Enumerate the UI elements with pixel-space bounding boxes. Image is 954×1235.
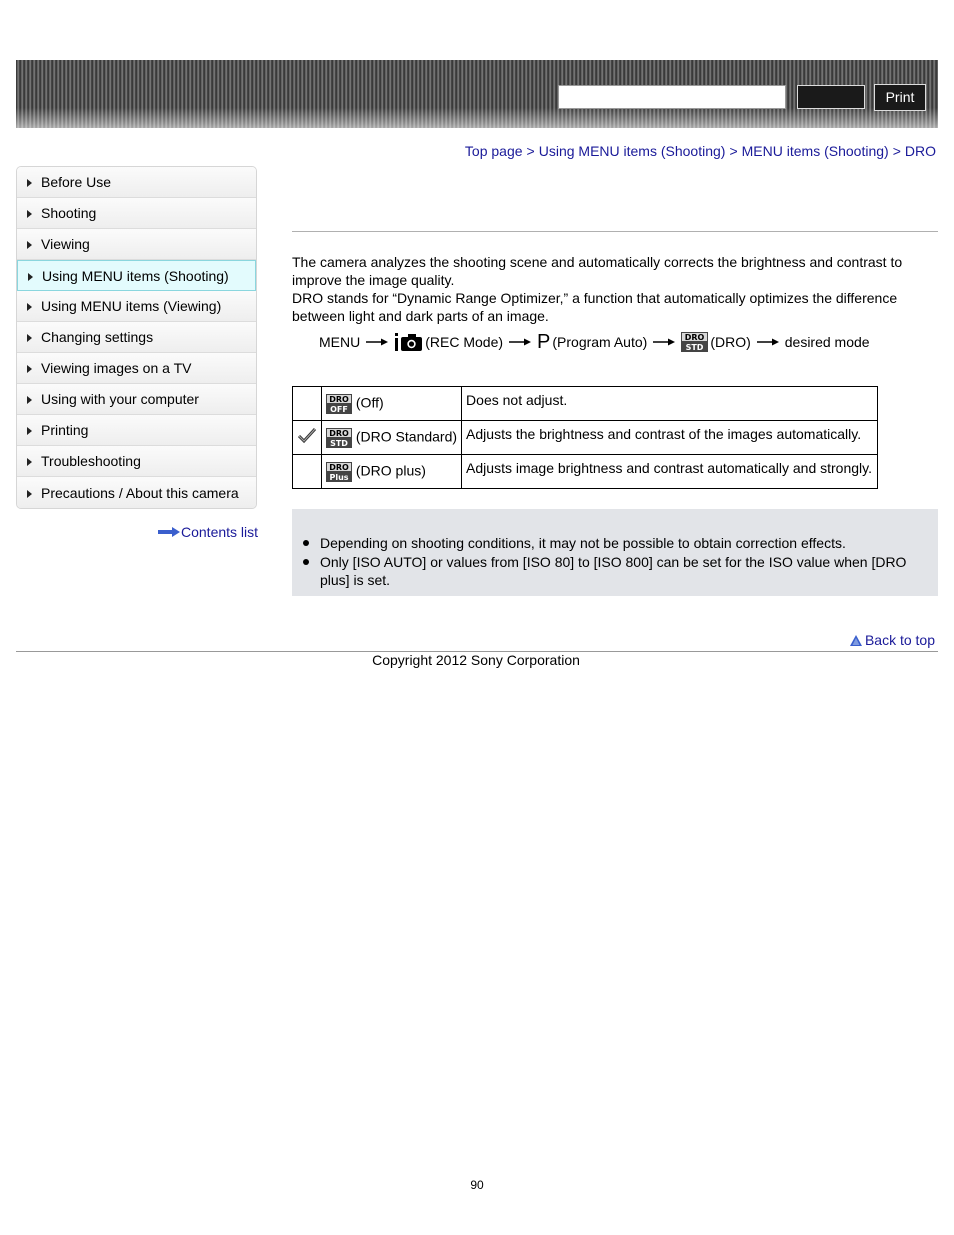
contents-list-link[interactable] [158,524,258,540]
triangle-right-icon [27,303,32,311]
program-auto-icon: P [537,331,551,353]
sidebar-item-before-use[interactable] [17,167,256,198]
triangle-right-icon [27,458,32,466]
breadcrumb-separator: > [526,143,535,159]
sidebar-item-troubleshooting[interactable] [17,446,256,477]
notes-box [292,509,938,596]
copyright [0,652,954,668]
copyright-text: Copyright 2012 Sony Corporation [372,652,580,668]
notes-list [302,534,922,590]
breadcrumb [465,143,936,159]
dro-off-icon [326,394,352,414]
title-divider [292,231,938,232]
long-right-arrow-icon [653,337,675,347]
breadcrumb-separator: > [729,143,738,159]
svg-text:Plus: Plus [329,472,349,482]
svg-text:STD: STD [685,343,704,352]
intro-text [292,253,932,325]
sidebar-item-precautions[interactable] [17,477,256,508]
page-number: 90 [470,1178,484,1192]
svg-text:DRO: DRO [329,462,349,472]
long-right-arrow-icon [366,337,388,347]
selected-cell [293,387,322,421]
sidebar-item-label: Using MENU items (Shooting) [42,267,229,284]
dro-standard-icon [326,428,352,448]
menu-path-rec-mode: (REC Mode) [425,334,504,350]
sidebar-item-using-menu-viewing[interactable] [17,291,256,322]
breadcrumb-using-menu-shooting[interactable]: Using MENU items (Shooting) [538,143,726,159]
dro-standard-icon [681,332,708,352]
search-input[interactable] [558,85,786,109]
note-text: Only [ISO AUTO] or values from [ISO 80] to [ISO 800] can be set for the ISO value when [DRO plus] is set. [320,554,907,588]
triangle-right-icon [27,179,32,187]
dro-mode-table [292,386,878,489]
breadcrumb-separator: > [892,143,901,159]
menu-path-dro: (DRO) [710,334,751,350]
back-to-top-link[interactable] [850,632,935,648]
sidebar-item-viewing[interactable] [17,229,256,260]
list-item [302,534,922,552]
checkmark-icon [297,427,317,445]
mode-description: Does not adjust. [462,387,878,421]
bullet-icon [303,559,309,565]
sidebar-item-using-with-computer[interactable] [17,384,256,415]
sidebar-item-label: Precautions / About this camera [41,484,239,501]
sidebar-item-label: Troubleshooting [41,453,141,469]
back-to-top-label: Back to top [864,632,935,648]
dro-plus-icon [326,462,352,482]
bullet-icon [303,540,309,546]
svg-text:DRO: DRO [329,428,349,438]
sidebar-item-label: Viewing [41,236,90,252]
long-right-arrow-icon [509,337,531,347]
sidebar-item-label: Using MENU items (Viewing) [41,298,222,314]
sidebar-item-label: Using with your computer [41,391,199,407]
mode-name-cell [322,387,462,421]
intelligent-auto-icon [394,333,422,351]
breadcrumb-dro[interactable]: DRO [904,143,936,159]
menu-path-program-auto: (Program Auto) [552,334,648,350]
sidebar-nav [16,166,257,509]
mode-name: (Off) [355,394,384,411]
triangle-right-icon [27,365,32,373]
table-row [293,421,878,455]
menu-path-desired-mode: desired mode [784,334,870,350]
triangle-right-icon [27,490,32,498]
triangle-right-icon [27,241,32,249]
up-triangle-icon [850,635,862,646]
svg-text:OFF: OFF [330,404,348,414]
sidebar-item-label: Before Use [41,174,112,190]
sidebar-item-changing-settings[interactable] [17,322,256,353]
triangle-right-icon [27,427,32,435]
table-row [293,387,878,421]
sidebar-item-label: Viewing images on a TV [41,360,192,376]
menu-path [319,331,870,353]
intro-paragraph: The camera analyzes the shooting scene and automatically corrects the brightness and contrast to improve the image quality. [292,254,903,288]
mode-name-cell [322,421,462,455]
mode-name-cell [322,455,462,489]
note-text: Depending on shooting conditions, it may not be possible to obtain correction effects. [320,535,846,551]
table-row [293,455,878,489]
triangle-right-icon [27,396,32,404]
triangle-right-icon [27,334,32,342]
sidebar-item-viewing-on-tv[interactable] [17,353,256,384]
svg-text:DRO: DRO [329,394,349,404]
mode-name: (DRO plus) [355,462,426,479]
list-item [302,553,922,589]
right-arrow-icon [158,527,180,537]
sidebar-item-printing[interactable] [17,415,256,446]
mode-description: Adjusts the brightness and contrast of the images automatically. [462,421,878,455]
breadcrumb-menu-items-shooting[interactable]: MENU items (Shooting) [741,143,889,159]
sidebar-item-shooting[interactable] [17,198,256,229]
mode-name: (DRO Standard) [355,428,458,445]
intro-paragraph: DRO stands for “Dynamic Range Optimizer,” a function that automatically optimizes the difference between light and dark parts of an image. [292,290,898,324]
contents-list-label: Contents list [181,524,259,540]
print-button[interactable]: Print [874,84,926,111]
selected-cell [293,421,322,455]
sidebar-item-using-menu-shooting[interactable] [17,260,256,291]
header-bar [16,60,938,128]
mode-description: Adjusts image brightness and contrast automatically and strongly. [462,455,878,489]
svg-text:STD: STD [330,438,348,448]
sidebar-item-label: Shooting [41,205,97,221]
search-button[interactable] [797,85,865,109]
sidebar-item-label: Printing [41,422,89,438]
selected-cell [293,455,322,489]
long-right-arrow-icon [757,337,779,347]
sidebar-item-label: Changing settings [41,329,154,345]
svg-text:DRO: DRO [685,333,705,342]
triangle-right-icon [27,210,32,218]
breadcrumb-top-page[interactable]: Top page [464,143,523,159]
triangle-right-icon [28,273,33,281]
menu-path-menu: MENU [319,334,361,350]
